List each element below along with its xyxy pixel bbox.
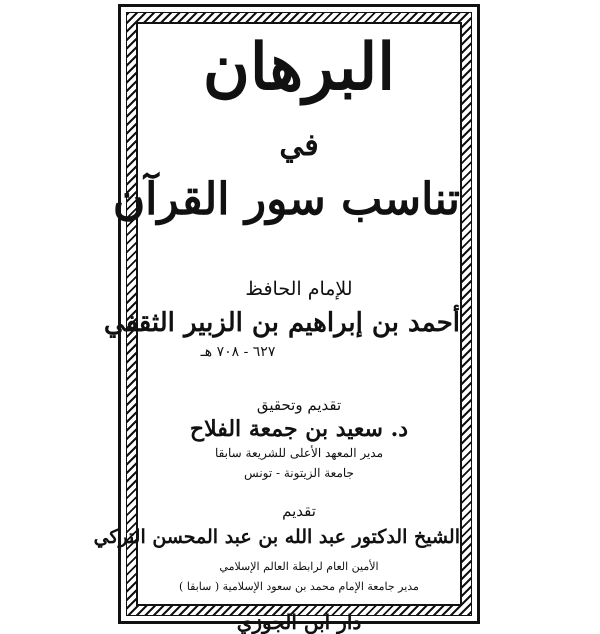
book-title: البرهان <box>202 30 396 105</box>
editor-title-line1: مدير المعهد الأعلى للشريعة سابقا <box>214 446 384 460</box>
book-subtitle: تناسب سور القرآن <box>112 174 460 225</box>
publisher-name: دار ابن الجوزي <box>236 610 362 634</box>
intro-author-name: الشيخ الدكتور عبد الله بن عبد المحسن التركي <box>93 526 460 548</box>
title-preposition: في <box>279 128 319 163</box>
intro-title-line1: الأمين العام لرابطة العالم الإسلامي <box>219 560 379 573</box>
author-dates: ٦٢٧ - ٧٠٨ هـ <box>200 344 276 360</box>
page-area <box>93 22 462 634</box>
intro-title-line2: مدير جامعة الإمام محمد بن سعود الإسلامية ( سابقا ) <box>179 580 419 593</box>
editor-title-line2: جامعة الزيتونة - تونس <box>244 466 354 480</box>
author-name: أحمد بن إبراهيم بن الزبير الثقفي <box>103 308 460 338</box>
editor-label: تقديم وتحقيق <box>256 396 342 414</box>
editor-name: د. سعيد بن جمعة الفلاح <box>189 416 409 442</box>
decorative-border <box>93 4 480 634</box>
intro-label: تقديم <box>282 502 316 520</box>
author-label: للإمام الحافظ <box>245 278 353 300</box>
